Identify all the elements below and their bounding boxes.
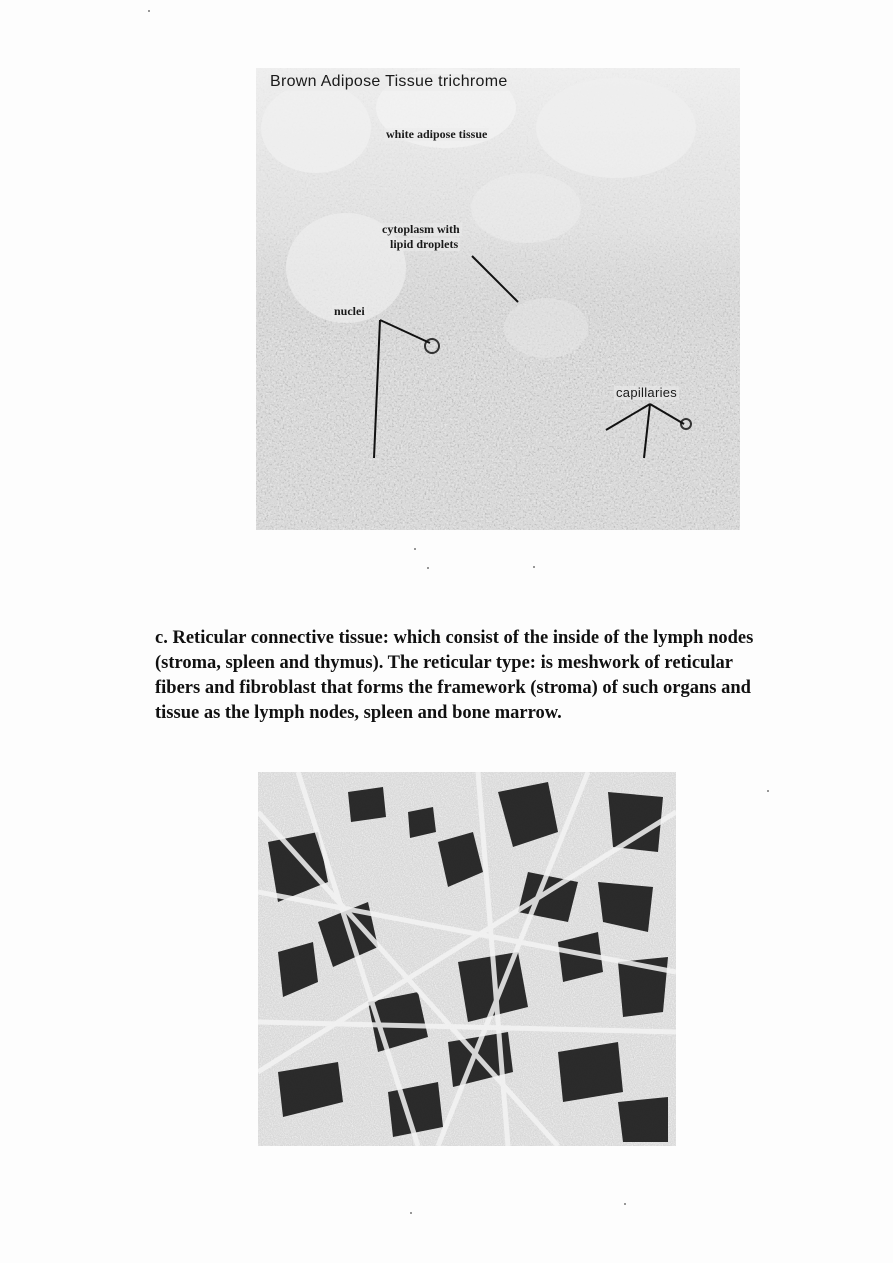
reticular-tissue-micrograph: [258, 772, 676, 1146]
label-cytoplasm-line1: cytoplasm with: [382, 222, 460, 236]
scan-speck: [148, 10, 150, 12]
reticular-micrograph-image: [258, 772, 676, 1146]
figure-title: Brown Adipose Tissue trichrome: [270, 73, 508, 90]
label-white-adipose: white adipose tissue: [386, 127, 488, 141]
label-capillaries: capillaries: [616, 385, 678, 400]
reticular-tissue-paragraph: c. Reticular connective tissue: which consist of the inside of the lymph nodes (stroma, spleen and thymus). The reticular type: is meshwork of reticular fibers and fibroblast that forms the framework (stroma) of such organs and tissue as the lymph nodes, spleen and bone marrow.: [155, 628, 754, 723]
scan-speck: [410, 1212, 412, 1214]
scan-speck: [767, 790, 769, 792]
label-cytoplasm-line2: lipid droplets: [390, 237, 459, 251]
scan-speck: [427, 567, 429, 569]
adipose-micrograph-image: [256, 68, 740, 530]
scan-speck: [533, 566, 535, 568]
scan-speck: [414, 548, 416, 550]
label-nuclei: nuclei: [334, 304, 365, 318]
scan-speck: [624, 1203, 626, 1205]
adipose-tissue-micrograph: [256, 68, 740, 530]
